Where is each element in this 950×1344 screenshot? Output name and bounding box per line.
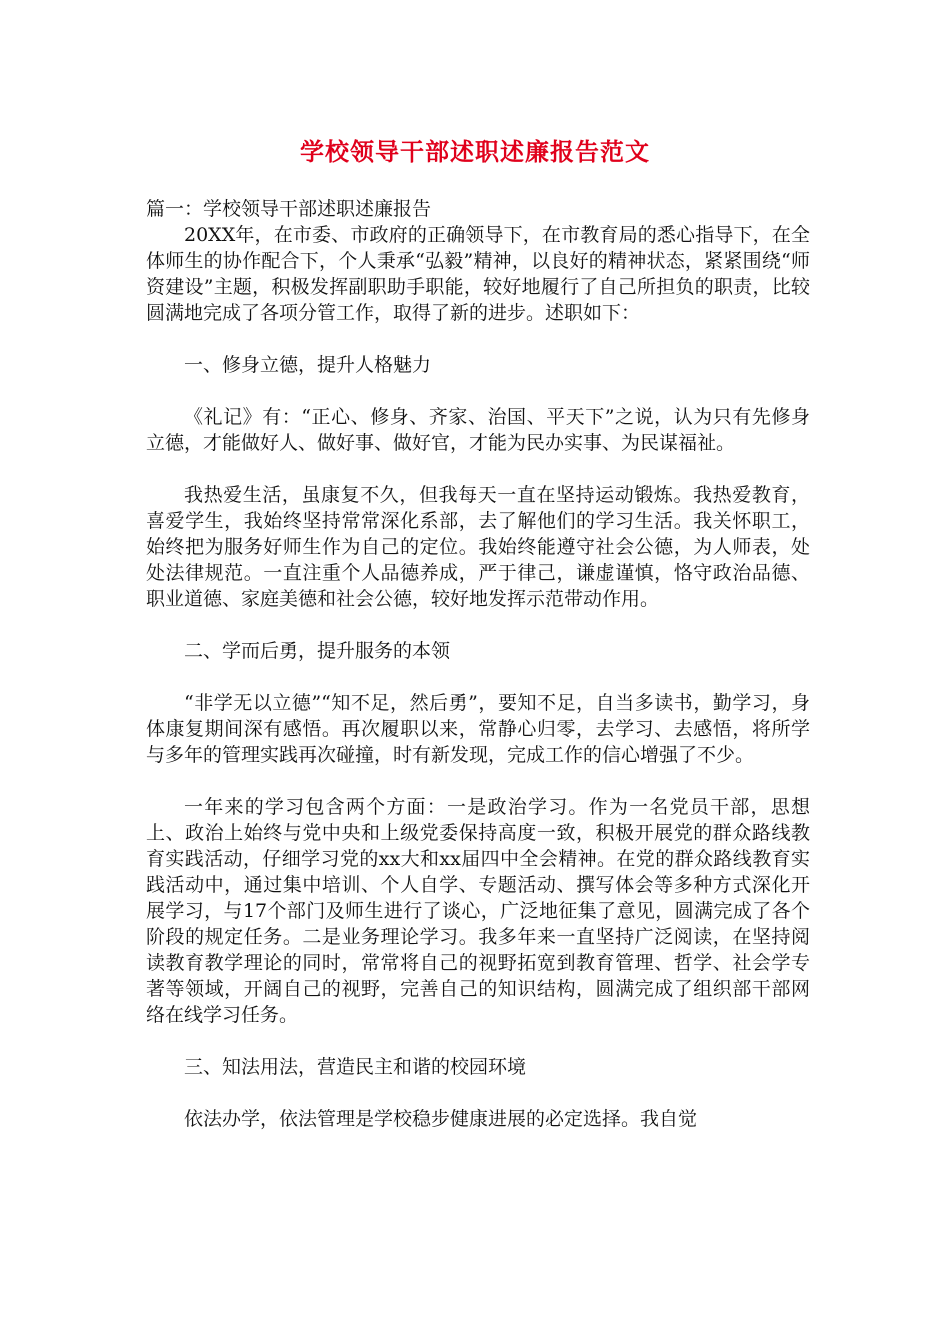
heading-section-1: 一、修身立德，提升人格魅力 — [184, 354, 432, 376]
paragraph-intro: 20XX年，在市委、市政府的正确领导下，在市教育局的悉心指导下，在全体师生的协作配合下，个人秉承“弘毅”精神，以良好的精神状态，紧紧围绕“师资建设”主题，积极发挥副职助手职能，较好地履行了自己所担负的职责，比较圆满地完成了各项分管工作，取得了新的进步。述职如下： — [146, 224, 810, 324]
section-subtitle: 篇一：学校领导干部述职述廉报告 — [146, 198, 432, 220]
paragraph-personal-conduct: 我热爱生活，虽康复不久，但我每天一直在坚持运动锻炼。我热爱教育，喜爱学生，我始终坚持常常深化系部，去了解他们的学习生活。我关怀职工，始终把为服务好师生作为自己的定位。我始终能遵守社会公德，为人师表，处处法律规范。一直注重个人品德养成，严于律己，谦虚谨慎，恪守政治品德、职业道德、家庭美德和社会公德，较好地发挥示范带动作用。 — [146, 484, 810, 610]
document-body — [146, 196, 810, 1132]
document-title: 学校领导干部述职述廉报告范文 — [300, 138, 650, 166]
paragraph-law: 依法办学，依法管理是学校稳步健康进展的必定选择。我自觉 — [184, 1108, 698, 1130]
paragraph-learning: “非学无以立德”“知不足，然后勇”，要知不足，自当多读书，勤学习，身体康复期间深有感悟。再次履职以来，常静心归零，去学习、去感悟，将所学与多年的管理实践再次碰撞，时有新发现，完成工作的信心增强了不少。 — [146, 692, 810, 766]
heading-section-3: 三、知法用法，营造民主和谐的校园环境 — [184, 1056, 527, 1078]
paragraph-study-aspects: 一年来的学习包含两个方面：一是政治学习。作为一名党员干部，思想上、政治上始终与党中央和上级党委保持高度一致，积极开展党的群众路线教育实践活动，仔细学习党的xx大和xx届四中全会精神。在党的群众路线教育实践活动中，通过集中培训、个人自学、专题活动、撰写体会等多种方式深化开展学习，与17个部门及师生进行了谈心，广泛地征集了意见，圆满完成了各个阶段的规定任务。二是业务理论学习。我多年来一直坚持广泛阅读，在坚持阅读教育教学理论的同时，常常将自己的视野拓宽到教育管理、哲学、社会学专著等领域，开阔自己的视野，完善自己的知识结构，圆满完成了组织部干部网络在线学习任务。 — [146, 796, 810, 1026]
heading-section-2: 二、学而后勇，提升服务的本领 — [184, 640, 451, 662]
paragraph-liji: 《礼记》有：“正心、修身、齐家、治国、平天下”之说，认为只有先修身立德，才能做好人、做好事、做好官，才能为民办实事、为民谋福祉。 — [146, 406, 810, 454]
